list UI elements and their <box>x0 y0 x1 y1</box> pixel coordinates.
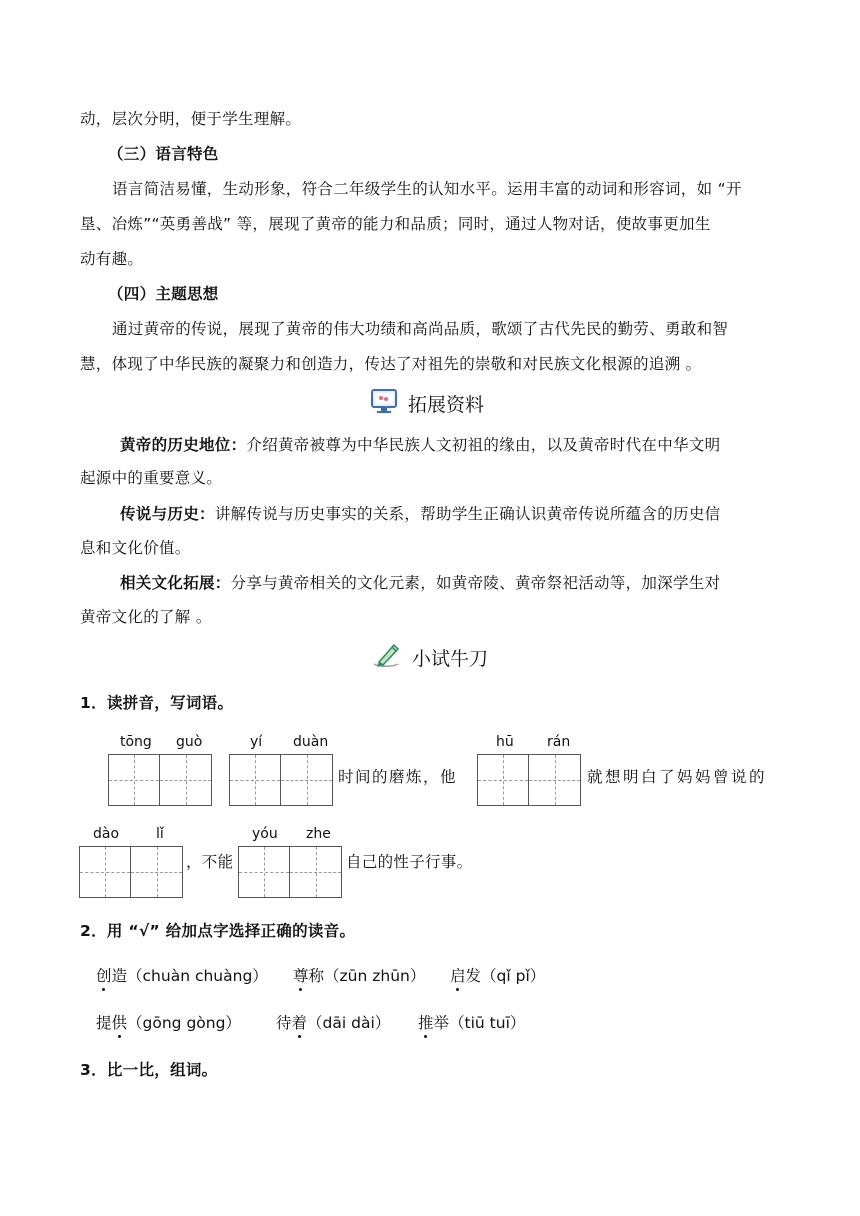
writing-cell[interactable] <box>79 846 131 898</box>
writing-cell[interactable] <box>108 754 160 806</box>
writing-cell[interactable] <box>477 754 529 806</box>
dotted-char: 创 <box>96 964 112 986</box>
ext-item-2-line-1 <box>120 497 720 531</box>
q2-item-6[interactable] <box>418 1011 525 1033</box>
ext-item-1-text: 介绍黄帝被尊为中华民族人文初祖的缘由，以及黄帝时代在中华文明 <box>246 436 721 454</box>
question-2-title: 2．用 “√” 给加点字选择正确的读音。 <box>80 922 356 940</box>
ext-item-3-label: 相关文化拓展： <box>120 574 231 592</box>
dotted-char: 供 <box>112 1011 128 1033</box>
theme-line-2: 慧，体现了中华民族的凝聚力和创造力，传达了对祖先的崇敬和对民族文化根源的追溯 。 <box>80 355 702 373</box>
q2-item-5[interactable] <box>276 1011 390 1033</box>
pinyin: lǐ <box>156 826 164 842</box>
q2-options: （zūn zhūn） <box>324 967 426 985</box>
writing-grid-3[interactable] <box>477 754 581 806</box>
q2-item-3[interactable] <box>450 964 545 986</box>
q2-word-pre: 待 <box>276 1014 292 1032</box>
q2-options: （chuàn chuàng） <box>127 967 268 985</box>
q2-options: （qǐ pǐ） <box>481 967 546 985</box>
writing-cell[interactable] <box>281 754 333 806</box>
ext-item-2-label: 传说与历史： <box>120 505 215 523</box>
section-title-theme: （四）主题思想 <box>108 285 219 303</box>
ext-item-2-text: 讲解传说与历史事实的关系，帮助学生正确认识黄帝传说所蕴含的历史信 <box>214 505 721 523</box>
ext-item-1-label: 黄帝的历史地位： <box>120 436 247 454</box>
pinyin: rán <box>547 734 571 750</box>
practice-heading <box>370 640 488 675</box>
question-1-title: 1．读拼音，写词语。 <box>80 694 234 712</box>
pinyin: hū <box>496 734 514 750</box>
q1-text-3: ，不能 <box>186 853 234 871</box>
pen-writing-icon <box>370 640 402 675</box>
q2-options: （gōng gòng） <box>127 1014 241 1032</box>
dotted-char: 启 <box>450 964 466 986</box>
writing-cell[interactable] <box>160 754 212 806</box>
extension-heading-text: 拓展资料 <box>408 394 485 416</box>
pinyin: yí <box>250 734 263 750</box>
writing-cell[interactable] <box>229 754 281 806</box>
writing-cell[interactable] <box>290 846 342 898</box>
dotted-char: 着 <box>292 1011 308 1033</box>
ext-item-3-line-1 <box>120 566 720 600</box>
dotted-char: 推 <box>418 1011 434 1033</box>
practice-heading-text: 小试牛刀 <box>412 648 489 670</box>
paragraph-tail: 动，层次分明，便于学生理解。 <box>80 110 302 128</box>
language-line-2: 垦、冶炼”“英勇善战” 等，展现了黄帝的能力和品质；同时，通过人物对话，使故事更加生 <box>80 215 711 233</box>
q1-text-2: 就想明白了妈妈曾说的 <box>587 768 768 786</box>
writing-grid-5[interactable] <box>238 846 342 898</box>
extension-heading <box>370 387 484 420</box>
q1-text-4: 自己的性子行事。 <box>346 853 473 871</box>
q2-word-rest: 发 <box>465 967 482 985</box>
pinyin: duàn <box>293 734 329 750</box>
q2-options: （tiū tuī） <box>449 1014 526 1032</box>
q1-text-1: 时间的磨炼，他 <box>338 768 458 786</box>
ext-item-1-line-1 <box>120 428 720 462</box>
ext-item-3-text: 分享与黄帝相关的文化元素，如黄帝陵、黄帝祭祀活动等，加深学生对 <box>230 574 721 592</box>
language-line-3: 动有趣。 <box>80 250 144 268</box>
pinyin: tōng <box>120 734 152 750</box>
ext-item-2-line-2: 息和文化价值。 <box>80 539 191 557</box>
q2-word-rest: 称 <box>308 967 325 985</box>
pinyin: dào <box>93 826 120 842</box>
q2-word-pre: 提 <box>96 1014 112 1032</box>
writing-grid-1[interactable] <box>108 754 212 806</box>
q2-word-rest: 举 <box>433 1014 450 1032</box>
writing-grid-4[interactable] <box>79 846 183 898</box>
writing-cell[interactable] <box>238 846 290 898</box>
computer-screen-icon <box>370 387 398 420</box>
theme-line-1: 通过黄帝的传说，展现了黄帝的伟大功绩和高尚品质，歌颂了古代先民的勤劳、勇敢和智 <box>112 320 729 338</box>
q2-word-rest: 造 <box>111 967 128 985</box>
question-3-title: 3．比一比，组词。 <box>80 1061 218 1079</box>
dotted-char: 尊 <box>293 964 309 986</box>
pinyin: yóu <box>252 826 278 842</box>
pinyin: zhe <box>306 826 331 842</box>
language-line-1: 语言简洁易懂，生动形象，符合二年级学生的认知水平。运用丰富的动词和形容词，如 “开 <box>112 180 742 198</box>
ext-item-1-line-2: 起源中的重要意义。 <box>80 469 223 487</box>
q2-item-4[interactable] <box>96 1011 241 1033</box>
ext-item-3-line-2: 黄帝文化的了解 。 <box>80 608 212 626</box>
writing-cell[interactable] <box>131 846 183 898</box>
q2-item-2[interactable] <box>293 964 425 986</box>
q2-item-1[interactable] <box>96 964 268 986</box>
writing-cell[interactable] <box>529 754 581 806</box>
writing-grid-2[interactable] <box>229 754 333 806</box>
section-title-language: （三）语言特色 <box>108 145 219 163</box>
pinyin: guò <box>176 734 203 750</box>
q2-options: （dāi dài） <box>307 1014 391 1032</box>
